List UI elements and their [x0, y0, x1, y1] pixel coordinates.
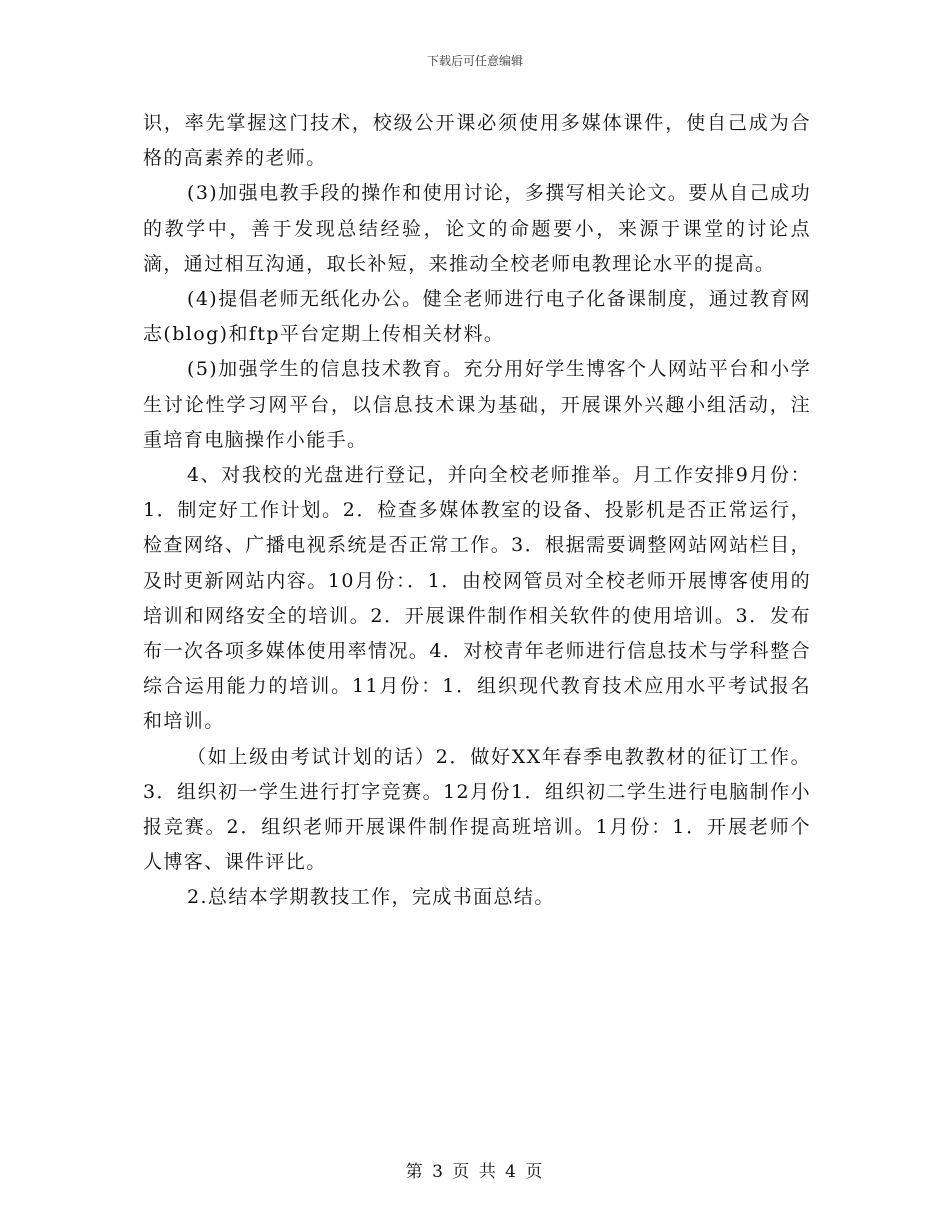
page-header: 下载后可任意编辑	[426, 54, 523, 68]
paragraph-continuation: 识，率先掌握这门技术，校级公开课必须使用多媒体课件，使自己成为合格的高素养的老师。	[143, 112, 811, 170]
paragraph-item-5: (5)加强学生的信息技术教育。充分用好学生博客个人网站平台和小学生讨论性学习网平台，以信息技术课为基础，开展课外兴趣小组活动，注重培育电脑操作小能手。	[143, 358, 811, 451]
paragraph-summary: 2.总结本学期教技工作，完成书面总结。	[187, 886, 555, 909]
paragraph-item-4: (4)提倡老师无纸化办公。健全老师进行电子化备课制度，通过教育网志(blog)和ftp平台定期上传相关材料。	[143, 288, 811, 346]
paragraph-item-3: (3)加强电教手段的操作和使用讨论，多撰写相关论文。要从自己成功的教学中，善于发现总结经验，论文的命题要小，来源于课堂的讨论点滴，通过相互沟通，取长补短，来推动全校老师电教理论水平的提高。	[143, 182, 811, 275]
paragraph-schedule-continued: （如上级由考试计划的话）2．做好XX年春季电教教材的征订工作。3．组织初一学生进行打字竞赛。12月份1．组织初二学生进行电脑制作小报竞赛。2．组织老师开展课件制作提高班培训。1月份：1．开展老师个人博客、课件评比。	[143, 745, 811, 874]
page-number: 第 3 页 共 4 页	[405, 1162, 545, 1182]
paragraph-monthly-schedule: 4、对我校的光盘进行登记，并向全校老师推举。月工作安排9月份：1．制定好工作计划。2．检查多媒体教室的设备、投影机是否正常运行，检查网络、广播电视系统是否正常工作。3．根据需要调整网站网站栏目，及时更新网站内容。10月份：．1．由校网管员对全校老师开展博客使用的培训和网络安全的培训。2．开展课件制作相关软件的使用培训。3．发布布一次各项多媒体使用率情况。4．对校青年老师进行信息技术与学科整合综合运用能力的培训。11月份：1．组织现代教育技术应用水平考试报名和培训。	[143, 464, 811, 733]
document-body	[143, 106, 811, 916]
